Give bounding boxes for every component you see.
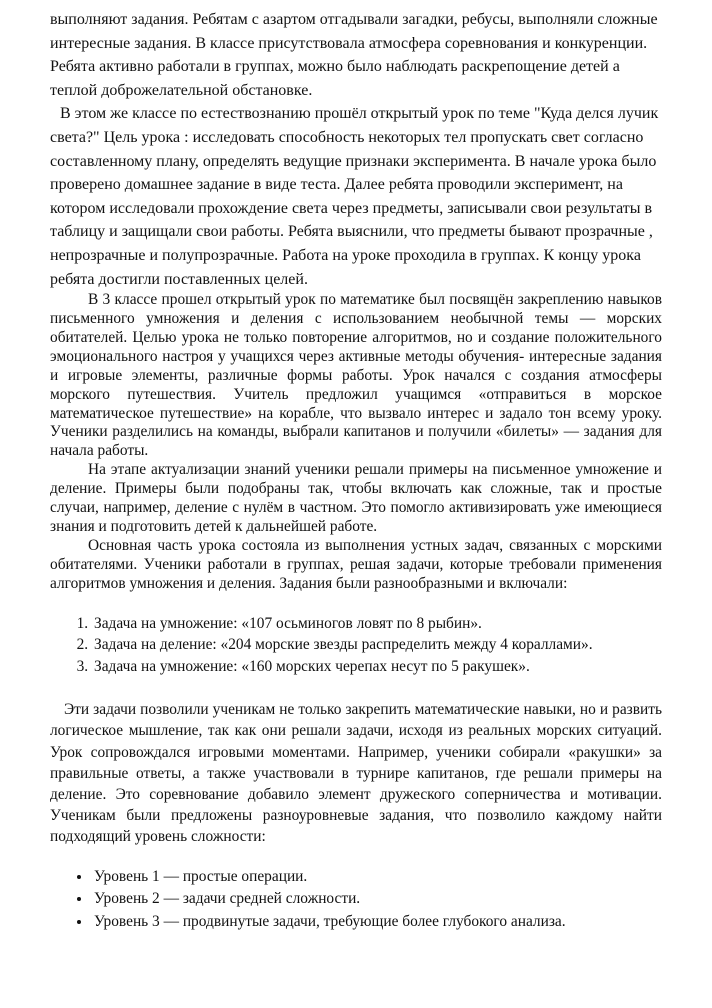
tasks-list bbox=[50, 613, 662, 678]
list-item: • Уровень 3 — продвинутые задачи, требующие более глубокого анализа. bbox=[92, 911, 662, 934]
list-item: • Уровень 1 — простые операции. bbox=[92, 866, 662, 889]
paragraph-actualization: На этапе актуализации знаний ученики решали примеры на письменное умножение и деление. Примеры были подобраны так, чтобы включать как сложные, так и простые случаи, например, деление с нулём в частном. Это помогло активизировать уже имеющиеся знания и подготовить детей к дальнейшей работе. bbox=[50, 461, 662, 535]
list-item: • Уровень 2 — задачи средней сложности. bbox=[92, 888, 662, 911]
paragraph-intro: выполняют задания. Ребятам с азартом отгадывали загадки, ребусы, выполняли сложные интересные задания. В классе присутствовала атмосфера соревнования и конкуренции. Ребята активно работали в группах, можно было наблюдать раскрепощение детей а теплой доброжелательной обстановке. bbox=[50, 11, 658, 99]
list-item: 2. Задача на деление: «204 морские звезды распределить между 4 кораллами». bbox=[92, 634, 662, 656]
list-item: 1. Задача на умножение: «107 осьминогов ловят по 8 рыбин». bbox=[92, 613, 662, 635]
paragraph-math-lesson: В 3 классе прошел открытый урок по математике был посвящён закреплению навыков письменного умножения и деления с использованием необычной темы — морских обитателей. Целью урока не только повторение алгоритмов, но и создание положительного эмоционального настроя у учащихся через активные методы обучения- интересные задания и игровые элементы, различные формы работы. Урок начался с создания атмосферы морского путешествия. Учитель предложил учащимся «отправиться в морское математическое путешествие» на корабле, что вызвало интерес и задало тон всему уроку. Ученики разделились на команды, выбрали капитанов и получили «билеты» — задания для начала работы. bbox=[50, 291, 662, 460]
paragraph-science-lesson: В этом же классе по естествознанию прошёл открытый урок по теме "Куда делся лучик света?" Цель урока : исследовать способность некоторых тел пропускать свет согласно составленному плану, определять ведущие признаки эксперимента. В начале урока было проверено домашнее задание в виде теста. Далее ребята проводили эксперимент, на котором исследовали прохождение света через предметы, записывали свои результаты в таблицу и защищали свои работы. Ребята выяснили, что предметы бывают прозрачные , непрозрачные и полупрозрачные. Работа на уроке проходила в группах. К концу урока ребята достигли поставленных целей. bbox=[50, 105, 659, 288]
paragraph-tasks-result: Эти задачи позволили ученикам не только закрепить математические навыки, но и развить логическое мышление, так как они решали задачи, исходя из реальных морских ситуаций. Урок сопровождался игровыми моментами. Например, ученики собирали «ракушки» за правильные ответы, а также участвовали в турнире капитанов, где решали примеры на деление. Это соревнование добавило элемент дружеского соперничества и мотивации. Ученикам были предложены разноуровневые задания, что позволило каждому найти подходящий уровень сложности: bbox=[50, 701, 662, 846]
list-item: 3. Задача на умножение: «160 морских черепах несут по 5 ракушек». bbox=[92, 656, 662, 678]
paragraph-main-part: Основная часть урока состояла из выполнения устных задач, связанных с морскими обитателями. Ученики работали в группах, решая задачи, которые требовали применения алгоритмов умножения и деления. Задания были разнообразными и включали: bbox=[50, 536, 662, 592]
levels-list bbox=[50, 866, 662, 934]
